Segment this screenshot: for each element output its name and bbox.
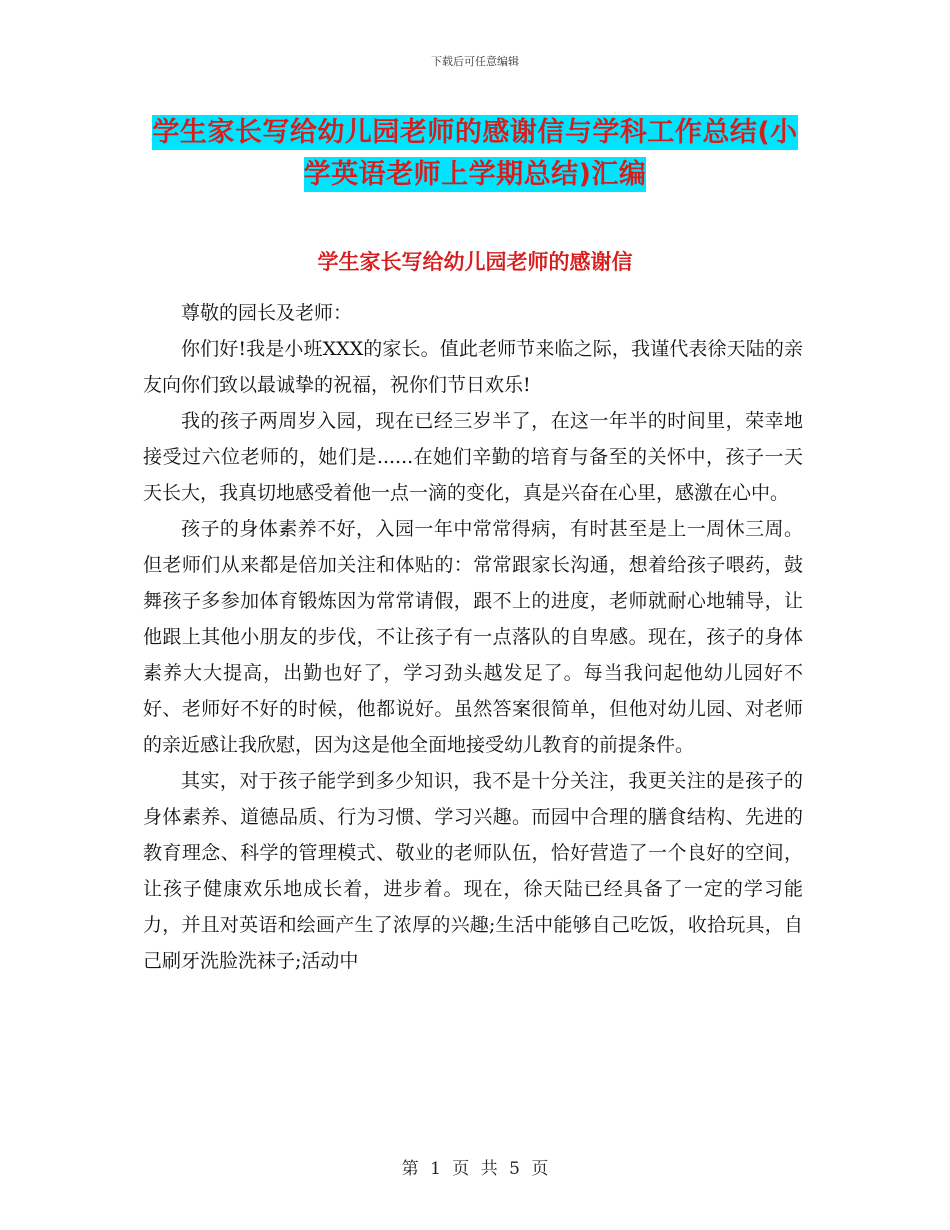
paragraph: 我的孩子两周岁入园，现在已经三岁半了，在这一年半的时间里，荣幸地接受过六位老师的，她们是......在她们辛勤的培育与备至的关怀中，孩子一天天长大，我真切地感受着他一点一滴的变化，真是兴奋在心里，感激在心中。 <box>143 410 803 504</box>
paragraph: 孩子的身体素养不好，入园一年中常常得病，有时甚至是上一周休三周。但老师们从来都是倍加关注和体贴的：常常跟家长沟通，想着给孩子喂药，鼓舞孩子多参加体育锻炼因为常常请假，跟不上的进度，老师就耐心地辅导，让他跟上其他小朋友的步伐，不让孩子有一点落队的自卑感。现在，孩子的身体素养大大提高，出勤也好了，学习劲头越发足了。每当我问起他幼儿园好不好、老师好不好的时候，他都说好。虽然答案很简单，但他对幼儿园、对老师的亲近感让我欣慰，因为这是他全面地接受幼儿教育的前提条件。 <box>143 518 803 756</box>
paragraph: 你们好!我是小班XXX的家长。值此老师节来临之际，我谨代表徐天陆的亲友向你们致以最诚挚的祝福，祝你们节日欢乐! <box>143 338 803 396</box>
page-footer: 第 1 页 共 5 页 <box>401 1159 549 1179</box>
paragraph: 其实，对于孩子能学到多少知识，我不是十分关注，我更关注的是孩子的身体素养、道德品质、行为习惯、学习兴趣。而园中合理的膳食结构、先进的教育理念、科学的管理模式、敬业的老师队伍，恰好营造了一个良好的空间，让孩子健康欢乐地成长着，进步着。现在，徐天陆已经具备了一定的学习能力，并且对英语和绘画产生了浓厚的兴趣;生活中能够自己吃饭，收拾玩具，自己刷牙洗脸洗袜子;活动中 <box>143 770 803 972</box>
salutation: 尊敬的园长及老师： <box>181 302 353 324</box>
letter-body <box>143 295 803 979</box>
document-title-text: 学生家长写给幼儿园老师的感谢信与学科工作总结(小学英语老师上学期总结)汇编 <box>152 117 798 190</box>
header-note: 下载后可任意编辑 <box>431 55 519 68</box>
section-title: 学生家长写给幼儿园老师的感谢信 <box>317 250 633 274</box>
document-title <box>150 112 800 196</box>
